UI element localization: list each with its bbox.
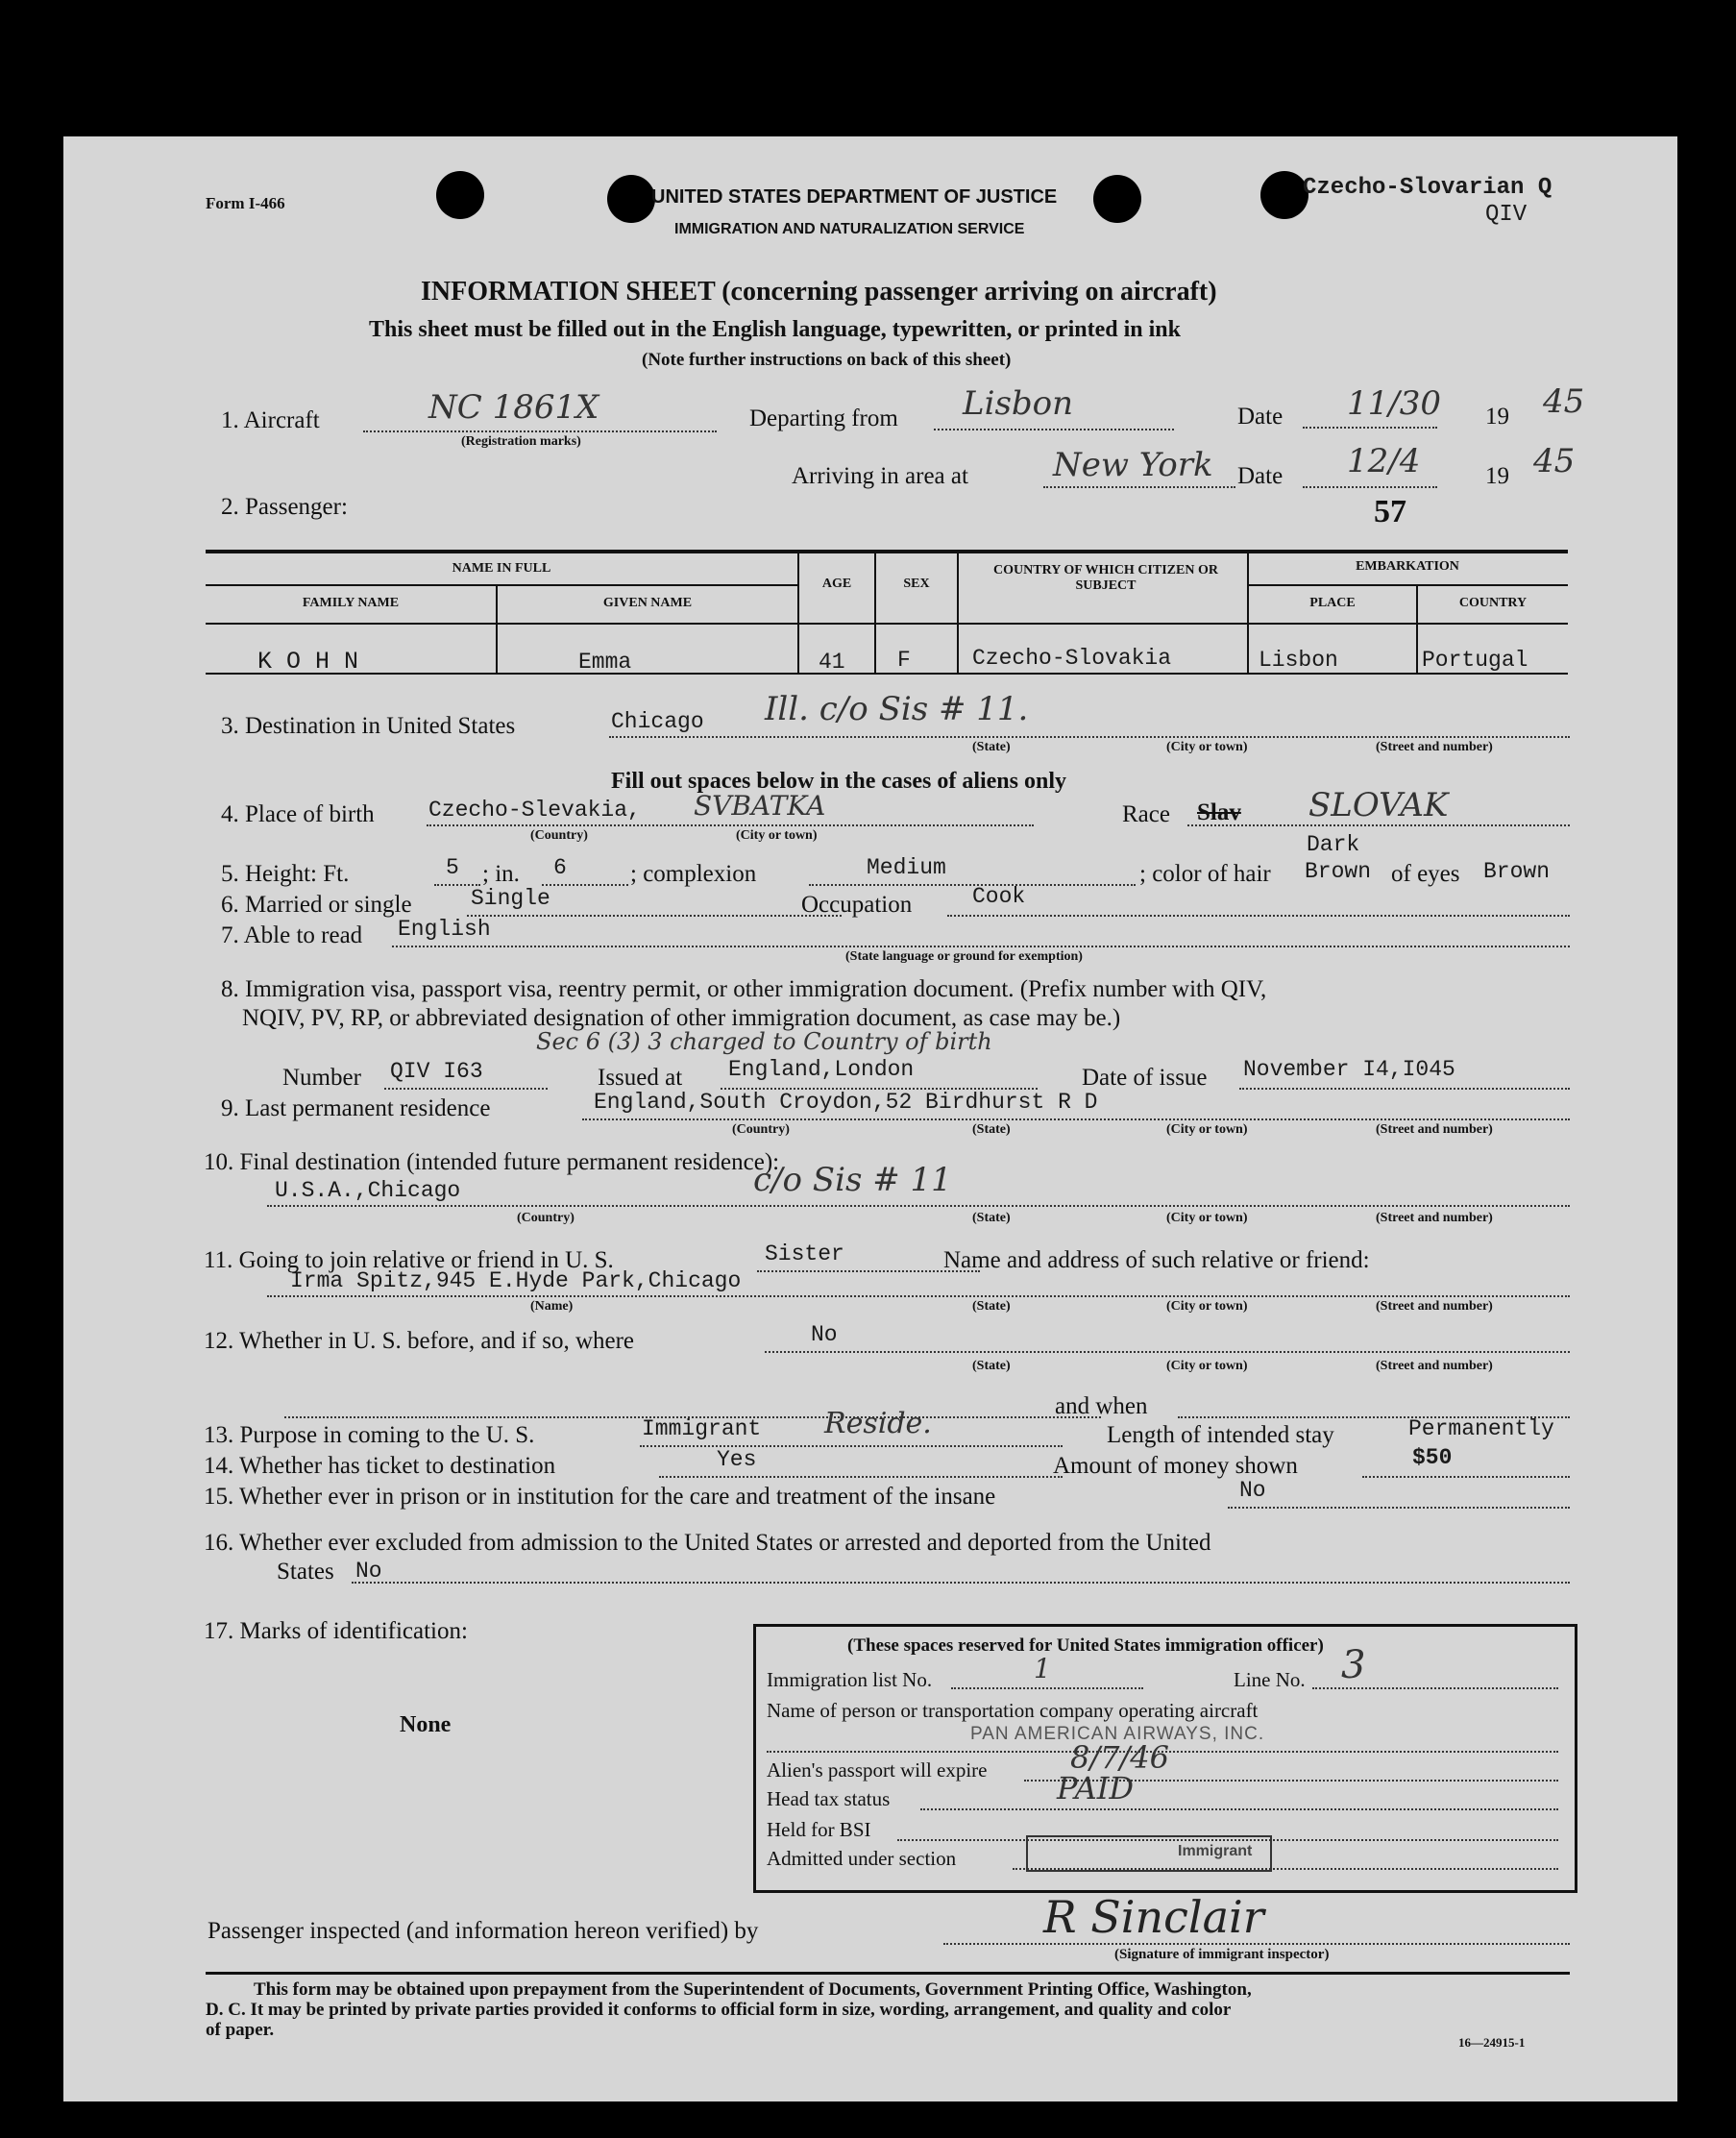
depart-year-label: 19 <box>1485 404 1509 430</box>
family-name: K O H N <box>257 648 359 676</box>
footer-line3: of paper. <box>206 2020 275 2040</box>
married-line <box>467 915 842 917</box>
eye-color: Brown <box>1483 859 1551 884</box>
excluded-label-line1: 16. Whether ever excluded from admission to the United States or arrested and deported from the United <box>204 1530 1211 1556</box>
arriving-city: New York <box>1053 446 1213 484</box>
height-label: 5. Height: Ft. <box>221 861 350 887</box>
caption-state: (State) <box>972 1122 1011 1137</box>
destination-handwritten: Ill. c/o Sis # 11. <box>765 690 1029 728</box>
table-header-rule <box>206 623 1568 625</box>
marital-status: Single <box>471 886 550 911</box>
signature-caption: (Signature of immigrant inspector) <box>1114 1947 1330 1962</box>
occupation-label: Occupation <box>801 892 913 918</box>
ticket: Yes <box>717 1447 757 1472</box>
language: English <box>398 917 491 942</box>
excluded-label-line2: States <box>277 1559 334 1585</box>
relationship: Sister <box>765 1241 844 1266</box>
header-name-in-full: NAME IN FULL <box>452 561 551 576</box>
form-number: Form I-466 <box>206 194 285 212</box>
header-family-name: FAMILY NAME <box>302 596 400 610</box>
sex: F <box>897 648 911 673</box>
birth-label: 4. Place of birth <box>221 801 375 827</box>
punch-hole <box>607 175 655 223</box>
eyes-label: of eyes <box>1391 861 1460 887</box>
signature-line <box>943 1943 1570 1945</box>
before-line <box>765 1351 1570 1353</box>
passport-label: Alien's passport will expire <box>767 1758 988 1782</box>
caption-country: (Country) <box>732 1122 790 1137</box>
residence: England,South Croydon,52 Birdhurst R D <box>594 1090 1098 1115</box>
table-embark-rule <box>1247 584 1568 586</box>
punch-hole <box>1260 171 1308 219</box>
in-line <box>542 884 628 886</box>
occupation-line <box>947 915 1570 917</box>
footer-rule <box>206 1972 1570 1975</box>
height-in: 6 <box>553 855 567 880</box>
in-label: ; in. <box>482 861 520 887</box>
purpose-label: 13. Purpose in coming to the U. S. <box>204 1422 535 1448</box>
form-subtitle: This sheet must be filled out in the English language, typewritten, or printed in ink <box>369 317 1181 342</box>
form-title: INFORMATION SHEET (concerning passenger arriving on aircraft) <box>421 277 1217 307</box>
aircraft-registration: NC 1861X <box>428 388 599 427</box>
list-label: Immigration list No. <box>767 1668 933 1691</box>
bsi-label: Held for BSI <box>767 1818 871 1841</box>
complexion: Medium <box>867 855 946 880</box>
given-name: Emma <box>578 650 632 675</box>
footer-line2: D. C. It may be printed by private parties provided it conforms to official form in size, wording, arrangement, and quality and color <box>206 2000 1232 2020</box>
inspector-signature: R Sinclair <box>1043 1891 1264 1943</box>
issue-date-line <box>1239 1088 1570 1090</box>
embark-country: Portugal <box>1422 648 1528 673</box>
complexion-label: ; complexion <box>630 861 757 887</box>
arrive-year-label: 19 <box>1485 463 1509 489</box>
passenger-label: 2. Passenger: <box>221 494 348 520</box>
footer-line1: This form may be obtained upon prepayment from the Superintendent of Documents, Government Printing Office, Washington, <box>254 1979 1252 2000</box>
caption-street: (Street and number) <box>1376 740 1493 754</box>
final-destination: U.S.A.,Chicago <box>275 1178 461 1203</box>
caption-street: (Street and number) <box>1376 1359 1493 1373</box>
header-country-citizen: COUNTRY OF WHICH CITIZEN OR SUBJECT <box>993 563 1218 593</box>
header-embarkation: EMBARKATION <box>1356 559 1459 574</box>
destination-line <box>609 736 1570 738</box>
caption-country: (Country) <box>530 828 588 843</box>
citizenship: Czecho-Slovakia <box>972 646 1172 671</box>
caption-state: (State) <box>972 1211 1011 1225</box>
service-name: IMMIGRATION AND NATURALIZATION SERVICE <box>674 221 1025 237</box>
caption-street: (Street and number) <box>1376 1299 1493 1314</box>
destination-label: 3. Destination in United States <box>221 713 516 739</box>
visa-number-line <box>384 1088 548 1090</box>
final-destination-label: 10. Final destination (intended future permanent residence): <box>204 1149 780 1175</box>
purpose-handwritten: Reside. <box>824 1407 932 1440</box>
caption-city: (City or town) <box>1166 1359 1248 1373</box>
purpose-line <box>640 1445 1063 1447</box>
visa-label-line1: 8. Immigration visa, passport visa, reentry permit, or other immigration document. (Prefix number with QIV, <box>221 976 1267 1002</box>
header-age: AGE <box>821 577 852 591</box>
hair-color: Brown <box>1305 859 1372 884</box>
list-number: 1 <box>1034 1653 1051 1684</box>
punch-hole <box>436 171 484 219</box>
punch-hole <box>1093 175 1141 223</box>
money-label: Amount of money shown <box>1053 1453 1298 1479</box>
race-label: Race <box>1122 801 1170 827</box>
read-line <box>392 946 1570 947</box>
before-label: 12. Whether in U. S. before, and if so, where <box>204 1328 635 1354</box>
hair-above: Dark <box>1307 832 1360 857</box>
form-code: 16—24915-1 <box>1458 2035 1526 2050</box>
passport-expiry: 8/7/46 <box>1070 1739 1169 1776</box>
sheet-number: 57 <box>1374 494 1406 529</box>
caption-state: (State) <box>972 1359 1011 1373</box>
final-destination-line <box>267 1205 1570 1207</box>
visa-number-label: Number <box>282 1065 361 1091</box>
issue-date-label: Date of issue <box>1082 1065 1208 1091</box>
registration-caption: (Registration marks) <box>461 434 581 449</box>
married-label: 6. Married or single <box>221 892 412 918</box>
visa-number: QIV I63 <box>390 1059 483 1084</box>
header-sex: SEX <box>903 577 930 591</box>
section-value: Immigrant <box>1178 1843 1253 1859</box>
read-label: 7. Able to read <box>221 922 363 948</box>
intended-stay: Permanently <box>1408 1416 1554 1441</box>
list-line <box>951 1687 1143 1689</box>
prison: No <box>1239 1478 1266 1503</box>
marks-label: 17. Marks of identification: <box>204 1618 468 1644</box>
table-col-divider <box>797 552 799 673</box>
final-destination-handwritten: c/o Sis # 11 <box>753 1161 952 1199</box>
caption-city: (City or town) <box>1166 1299 1248 1314</box>
caption-city: (City or town) <box>1166 740 1248 754</box>
embark-place: Lisbon <box>1259 648 1338 673</box>
company-stamp: PAN AMERICAN AIRWAYS, INC. <box>970 1724 1265 1744</box>
depart-year: 45 <box>1543 382 1585 421</box>
table-name-rule <box>206 584 797 586</box>
line-number: 3 <box>1341 1643 1366 1687</box>
arrive-date: 12/4 <box>1347 442 1421 480</box>
aircraft-label: 1. Aircraft <box>221 407 320 433</box>
prison-label: 15. Whether ever in prison or in institution for the care and treatment of the insane <box>204 1484 996 1510</box>
age: 41 <box>819 650 845 675</box>
table-col-divider <box>957 552 959 673</box>
company-label: Name of person or transportation company operating aircraft <box>767 1699 1259 1722</box>
race-value: SLOVAK <box>1308 786 1449 824</box>
join-label: 11. Going to join relative or friend in U. S. <box>204 1247 614 1273</box>
visa-label-line2: NQIV, PV, RP, or abbreviated designation of other immigration document, as case may be.) <box>242 1005 1121 1031</box>
destination-city: Chicago <box>611 709 704 734</box>
arrive-year: 45 <box>1533 442 1576 480</box>
line-line <box>1312 1687 1558 1689</box>
header-place: PLACE <box>1309 596 1356 610</box>
relative-name-label: Name and address of such relative or friend: <box>943 1247 1370 1273</box>
officer-heading: (These spaces reserved for United States immigration officer) <box>847 1635 1324 1656</box>
ticket-line <box>659 1476 1063 1478</box>
prison-line <box>1228 1507 1570 1509</box>
table-col-divider <box>874 552 876 673</box>
caption-city: (City or town) <box>1166 1122 1248 1137</box>
tax-label: Head tax status <box>767 1787 891 1810</box>
purpose: Immigrant <box>642 1416 762 1441</box>
caption-country: (Country) <box>517 1211 575 1225</box>
corner-note: Czecho-Slovarian Q <box>1303 175 1553 201</box>
residence-label: 9. Last permanent residence <box>221 1095 491 1121</box>
birth-country: Czecho-Slevakia, <box>428 798 641 823</box>
department-name: UNITED STATES DEPARTMENT OF JUSTICE <box>651 186 1058 208</box>
read-caption: (State language or ground for exemption) <box>845 949 1083 964</box>
arriving-label: Arriving in area at <box>792 463 968 489</box>
issued-label: Issued at <box>598 1065 683 1091</box>
arrive-date-label: Date <box>1237 463 1284 489</box>
inspection-label: Passenger inspected (and information hereon verified) by <box>208 1918 759 1944</box>
issued-at: England,London <box>728 1057 915 1082</box>
table-bottom-rule <box>206 673 1568 675</box>
caption-state: (State) <box>972 740 1011 754</box>
residence-line <box>582 1118 1570 1120</box>
birth-city: SVBATKA <box>694 790 826 822</box>
table-top-rule <box>206 550 1568 553</box>
ticket-label: 14. Whether has ticket to destination <box>204 1453 556 1479</box>
race-struck: Slav <box>1197 799 1241 825</box>
before-value: No <box>811 1322 838 1347</box>
aliens-heading: Fill out spaces below in the cases of aliens only <box>611 769 1067 794</box>
caption-city: (City or town) <box>1166 1211 1248 1225</box>
header-country: COUNTRY <box>1458 596 1528 610</box>
excluded: No <box>355 1559 382 1584</box>
corner-note-qiv: QIV <box>1485 202 1528 228</box>
and-when-label: and when <box>1055 1393 1148 1419</box>
caption-name: (Name) <box>530 1299 574 1314</box>
marks: None <box>400 1712 452 1737</box>
depart-date: 11/30 <box>1347 384 1441 423</box>
caption-state: (State) <box>972 1299 1011 1314</box>
departing-city: Lisbon <box>963 384 1074 423</box>
departing-label: Departing from <box>749 405 898 431</box>
line-label: Line No. <box>1234 1668 1306 1691</box>
birth-line <box>427 824 1034 826</box>
depart-date-label: Date <box>1237 404 1284 430</box>
excluded-line <box>352 1582 1570 1584</box>
height-ft: 5 <box>446 855 459 880</box>
relative-address-line <box>267 1295 1570 1297</box>
money-line <box>1362 1476 1570 1478</box>
header-given-name: GIVEN NAME <box>602 596 693 610</box>
section-label: Admitted under section <box>767 1847 957 1870</box>
race-line <box>1187 824 1570 826</box>
caption-street: (Street and number) <box>1376 1122 1493 1137</box>
caption-street: (Street and number) <box>1376 1211 1493 1225</box>
depart-date-line <box>1303 427 1437 429</box>
arriving-line <box>1043 486 1235 488</box>
visa-handwritten: Sec 6 (3) 3 charged to Country of birth <box>536 1028 992 1055</box>
arrive-date-line <box>1303 486 1437 488</box>
stay-label: Length of intended stay <box>1107 1422 1334 1448</box>
caption-city: (City or town) <box>736 828 818 843</box>
form-note: (Note further instructions on back of this sheet) <box>642 350 1012 370</box>
aircraft-line <box>363 430 717 432</box>
money: $50 <box>1412 1445 1453 1470</box>
departing-line <box>934 429 1174 430</box>
relative-address: Irma Spitz,945 E.Hyde Park,Chicago <box>290 1268 742 1293</box>
issue-date: November I4,I045 <box>1243 1057 1455 1082</box>
occupation: Cook <box>972 884 1026 909</box>
tax-line <box>920 1808 1558 1810</box>
form-page <box>63 136 1677 2101</box>
hair-label: ; color of hair <box>1139 861 1271 887</box>
tax-status: PAID <box>1057 1770 1134 1806</box>
